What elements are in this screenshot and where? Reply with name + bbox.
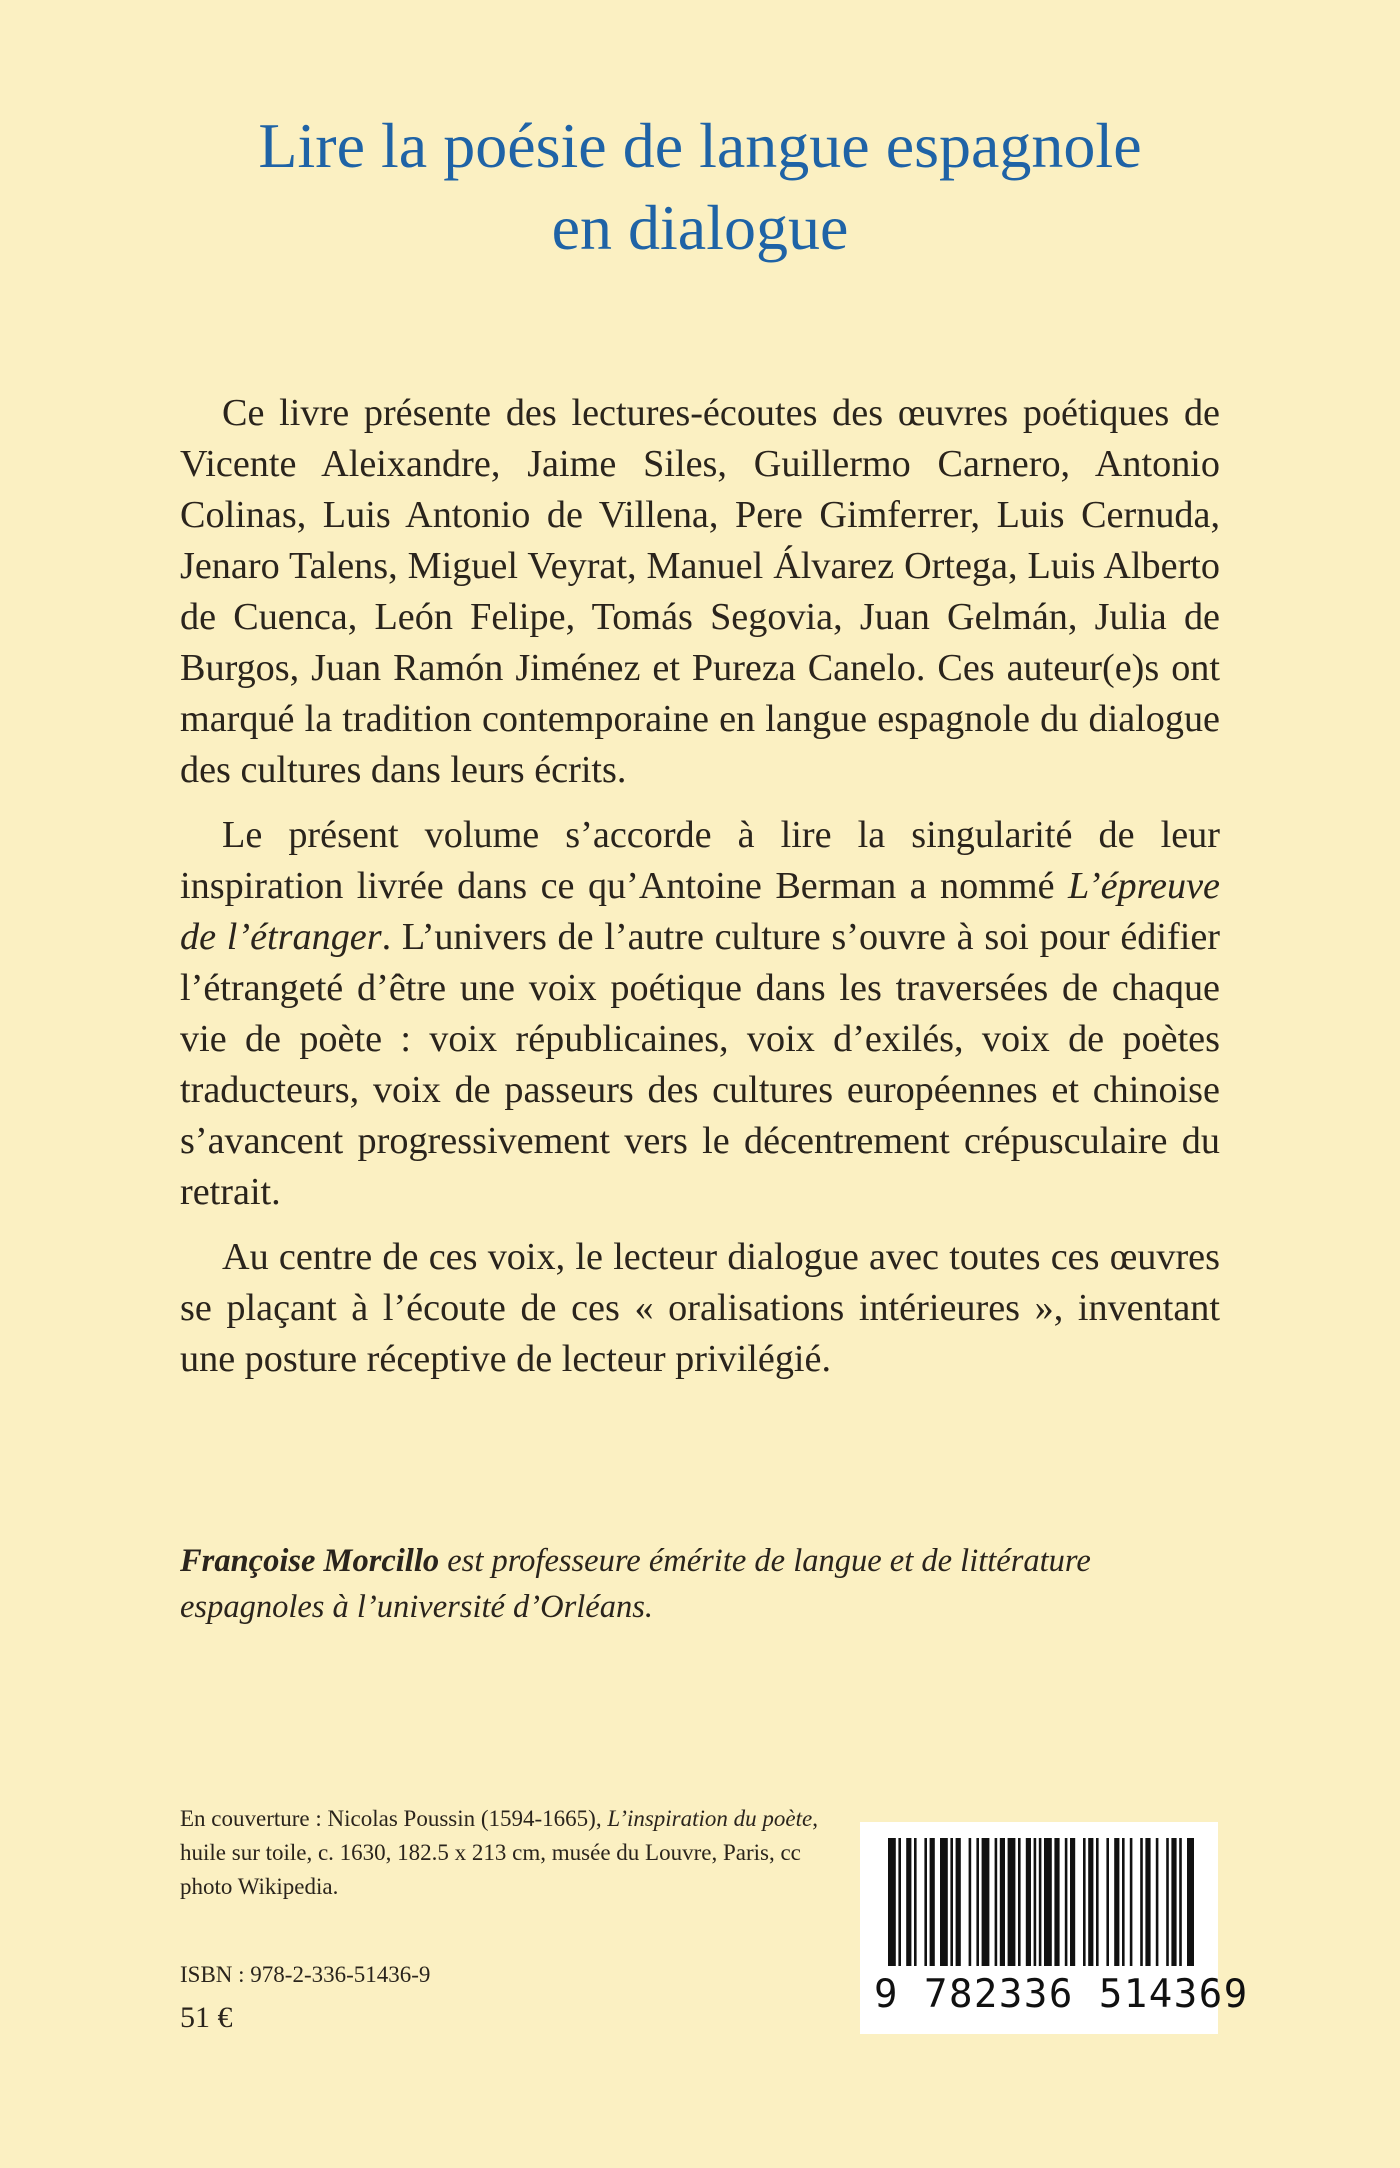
cover-credits-prefix: En couverture : Nicolas Poussin (1594-1665), bbox=[180, 1806, 608, 1831]
barcode-bar bbox=[1000, 1838, 1005, 1966]
author-bio bbox=[180, 1538, 1220, 1630]
barcode-bar bbox=[956, 1838, 961, 1966]
book-title-line-1: Lire la poésie de langue espagnole bbox=[258, 110, 1142, 181]
barcode-bar bbox=[1140, 1838, 1143, 1966]
isbn-number: ISBN : 978-2-336-51436-9 bbox=[180, 1962, 431, 1987]
barcode-bar bbox=[1171, 1838, 1176, 1966]
barcode-bar bbox=[898, 1838, 901, 1966]
summary-paragraph-3: Au centre de ces voix, le lecteur dialogue avec toutes ces œuvres se plaçant à l’écoute de ces « oralisations intérieures », inventant une posture réceptive de lecteur privilégié. bbox=[180, 1236, 1220, 1380]
barcode-bar bbox=[1083, 1838, 1086, 1966]
barcode-bar bbox=[1166, 1838, 1169, 1966]
barcode-bar bbox=[1156, 1838, 1159, 1966]
summary-paragraph-1: Ce livre présente des lectures-écoutes des œuvres poétiques de Vicente Aleixandre, Jaime Siles, Guillermo Carnero, Antonio Colinas, Luis Antonio de Villena, Pere Gimferrer, Luis Cernuda, Jenaro Talens, Miguel Veyrat, Manuel Álvarez Ortega, Luis Alberto de Cuenca, León Felipe, Tomás Segovia, Juan Gelmán, Julia de Burgos, Juan Ramón Jiménez et Pureza Canelo. Ces auteur(e)s ont marqué la tradition contemporaine en langue espagnole du dialogue des cultures dans leurs écrits. bbox=[180, 392, 1220, 791]
cover-credits bbox=[180, 1802, 820, 1904]
barcode-bar bbox=[1179, 1838, 1182, 1966]
barcode-bar bbox=[1088, 1838, 1093, 1966]
barcode bbox=[860, 1822, 1249, 2034]
price: 51 € bbox=[180, 2001, 233, 2034]
barcode-bar bbox=[1044, 1838, 1052, 1966]
barcode-digits: 9 782336 514369 bbox=[874, 1972, 1249, 2017]
author-name: Françoise Morcillo bbox=[180, 1543, 440, 1579]
barcode-bar bbox=[982, 1838, 990, 1966]
barcode-bar bbox=[969, 1838, 972, 1966]
barcode-bar bbox=[1145, 1838, 1150, 1966]
barcode-bar bbox=[1130, 1838, 1133, 1966]
barcode-bar bbox=[906, 1838, 911, 1966]
barcode-bar bbox=[914, 1838, 917, 1966]
cover-artwork-title: L’inspiration du poète bbox=[607, 1806, 813, 1831]
barcode-bar bbox=[940, 1838, 948, 1966]
book-title-line-2: en dialogue bbox=[551, 192, 849, 263]
barcode-bar bbox=[1008, 1838, 1016, 1966]
barcode-bar bbox=[1070, 1838, 1075, 1966]
barcode-bar bbox=[1065, 1838, 1068, 1966]
barcode-bar bbox=[995, 1838, 998, 1966]
barcode-bar bbox=[930, 1838, 935, 1966]
barcode-bar bbox=[1187, 1838, 1194, 1966]
barcode-bars bbox=[884, 1838, 1194, 1976]
back-cover-summary bbox=[180, 388, 1220, 1385]
author-bio-text: est professeure émérite de langue et de littérature espagnoles à l’université d’Orléans. bbox=[180, 1543, 1091, 1625]
barcode-bar bbox=[1018, 1838, 1021, 1966]
barcode-bar bbox=[1114, 1838, 1119, 1966]
barcode-bar bbox=[1026, 1838, 1031, 1966]
barcode-bar bbox=[1054, 1838, 1059, 1966]
barcode-bar bbox=[888, 1838, 896, 1966]
summary-paragraph-2-start: Le présent volume s’accorde à lire la singularité de leur inspiration livrée dans ce qu’Antoine Berman a nommé bbox=[180, 814, 1220, 907]
barcode-bar bbox=[950, 1838, 953, 1966]
summary-paragraph-2 bbox=[180, 810, 1220, 1218]
cover-credits-suffix: , huile sur toile, c. 1630, 182.5 x 213 cm, musée du Louvre, Paris, cc photo Wikipedia. bbox=[180, 1806, 818, 1899]
book-title bbox=[120, 105, 1280, 269]
barcode-bar bbox=[1034, 1838, 1037, 1966]
cited-work-title: L’épreuve de l’étranger bbox=[180, 865, 1220, 958]
barcode-bar bbox=[924, 1838, 927, 1966]
barcode-bar bbox=[1106, 1838, 1109, 1966]
summary-paragraph-2-end: . L’univers de l’autre culture s’ouvre à soi pour édifier l’étrangeté d’être une voix poétique dans les traversées de chaque vie de poète : voix républicaines, voix d’exilés, voix de poètes traducteurs, voix de passeurs des cultures européennes et chinoise s’avancent progressivement vers le décentrement crépusculaire du retrait. bbox=[180, 916, 1220, 1213]
barcode-bar bbox=[1039, 1838, 1042, 1966]
barcode-bar bbox=[976, 1838, 979, 1966]
barcode-bar bbox=[1122, 1838, 1125, 1966]
barcode-bar bbox=[1096, 1838, 1099, 1966]
